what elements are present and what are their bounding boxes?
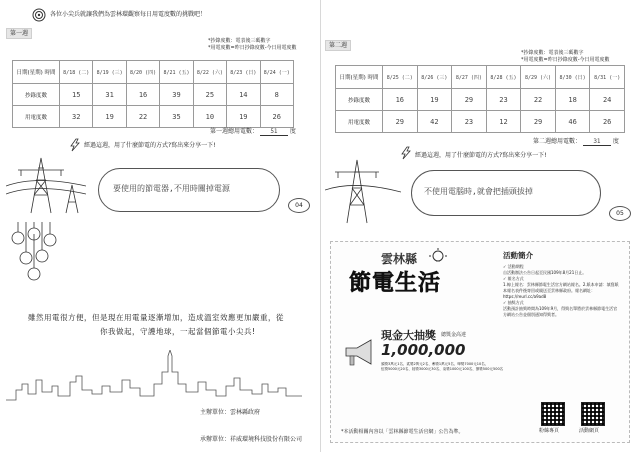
week-total-unit: 度 xyxy=(612,138,619,145)
reading-cell: 14 xyxy=(227,84,260,106)
reading-cell: 18 xyxy=(555,89,590,111)
week2-record-table xyxy=(335,65,625,133)
week-total-label: 第二週總用電數 xyxy=(533,138,576,145)
week-tag: 第二週 xyxy=(325,40,351,51)
date-cell: 8/27 (四) xyxy=(452,66,487,89)
bulb-icon xyxy=(429,248,447,266)
reading-cell: 16 xyxy=(126,84,159,106)
megaphone-icon xyxy=(343,338,377,368)
row-header-reading: 抄錄度數 xyxy=(13,84,60,106)
reading-cell: 19 xyxy=(417,89,452,111)
date-cell: 8/26 (三) xyxy=(417,66,452,89)
prize-line: 伍獎5000元20名、陸獎3000元30名、柒獎1000元100名、捌獎500元500名 xyxy=(381,366,504,371)
row-header-date: 日期(星期) 時間 xyxy=(336,66,383,89)
section-body: 1.線上報名：雲林縣節電生活官方網站報名。2.紙本申請：填寫紙本報名表件後寄回或親送至雲林縣政府。報名網址：https://reurl.cc/a9ad8 xyxy=(503,282,619,299)
usage-cell: 35 xyxy=(160,106,193,128)
table-row-readings xyxy=(336,89,625,111)
usage-cell: 26 xyxy=(590,111,625,133)
reading-cell: 39 xyxy=(160,84,193,106)
row-header-usage: 用電度數 xyxy=(13,106,60,128)
date-cell: 8/22 (六) xyxy=(193,61,226,84)
promo-insert xyxy=(330,241,630,443)
usage-cell: 42 xyxy=(417,111,452,133)
target-icon xyxy=(32,8,46,22)
closing-line-2: 你我做起，守護地球，一起當個節電小尖兵! xyxy=(100,327,256,336)
week-total: 第二週總用電數： 31 度 xyxy=(533,138,619,145)
promo-footnote: *本活動相關內容以「雲林縣節電生活官網」公告為準。 xyxy=(341,429,464,435)
answer-cloud xyxy=(98,168,280,212)
week-total-unit: 度 xyxy=(289,128,296,135)
reading-cell: 25 xyxy=(193,84,226,106)
answer-text: 不使用電腦時,就會把插頭拔掉 xyxy=(424,187,533,196)
section-heading: ✓ 活動期程 xyxy=(503,264,524,269)
section-body: 活動預計抽獎時間為109年9月，得獎名單將於雲林縣節電生活官方網站公告並個別通知得獎者。 xyxy=(503,306,618,317)
usage-cell: 19 xyxy=(93,106,126,128)
fanpage-qr-code[interactable] xyxy=(541,402,565,426)
row-header-usage: 用電度數 xyxy=(336,111,383,133)
table-row-usage xyxy=(13,106,294,128)
week-total-label: 第一週總用電數 xyxy=(210,128,253,135)
date-cell: 8/31 (一) xyxy=(590,66,625,89)
reading-cell: 8 xyxy=(260,84,293,106)
reading-cell: 15 xyxy=(60,84,93,106)
section-heading: ✓ 抽獎方式 xyxy=(503,300,524,305)
usage-cell: 19 xyxy=(227,106,260,128)
table-row-dates xyxy=(336,66,625,89)
answer-cloud xyxy=(411,170,601,216)
date-cell: 8/20 (四) xyxy=(126,61,159,84)
table-row-usage xyxy=(336,111,625,133)
row-header-date: 日期(星期) 時間 xyxy=(13,61,60,84)
organizer: 主辦單位：雲林縣政府 xyxy=(200,409,261,416)
page-number: 05 xyxy=(609,206,631,221)
co-organizer: 承辦單位：祥威環境科技股份有限公司 xyxy=(200,436,303,443)
week-tag: 第一週 xyxy=(6,28,32,39)
date-cell: 8/24 (一) xyxy=(260,61,293,84)
lottery-title: 現金大抽獎 xyxy=(381,329,436,342)
date-cell: 8/19 (三) xyxy=(93,61,126,84)
intro-text: 各位小尖兵就讓我們為雲林環觀察每日用電度數的挑戰吧！ xyxy=(50,11,207,18)
date-cell: 8/21 (五) xyxy=(160,61,193,84)
table-row-dates xyxy=(13,61,294,84)
reading-cell: 22 xyxy=(521,89,556,111)
usage-cell: 29 xyxy=(383,111,418,133)
city-skyline-icon xyxy=(6,350,302,402)
logo-county: 雲林縣 xyxy=(381,252,418,266)
lottery-amount: 1,000,000 xyxy=(381,341,466,359)
reading-cell: 24 xyxy=(590,89,625,111)
right-page xyxy=(321,0,640,452)
question-text: 經過這週，用了什麼節電的方式?寫出來分享一下! xyxy=(415,152,547,159)
usage-cell: 32 xyxy=(60,106,93,128)
usage-cell: 46 xyxy=(555,111,590,133)
note-reading: *抄錄度數：電表後三碼數字 xyxy=(521,50,584,56)
usage-cell: 26 xyxy=(260,106,293,128)
reading-cell: 16 xyxy=(383,89,418,111)
lightning-icon xyxy=(399,146,413,160)
row-header-reading: 抄錄度數 xyxy=(336,89,383,111)
week-total: 第一週總用電數： 51 度 xyxy=(210,128,296,135)
light-bulb-icon xyxy=(4,222,74,284)
reading-cell: 29 xyxy=(452,89,487,111)
usage-cell: 10 xyxy=(193,106,226,128)
week-total-value: 31 xyxy=(583,138,611,146)
reading-cell: 31 xyxy=(93,84,126,106)
week1-record-table xyxy=(12,60,294,128)
date-cell: 8/30 (日) xyxy=(555,66,590,89)
date-cell: 8/29 (六) xyxy=(521,66,556,89)
usage-cell: 29 xyxy=(521,111,556,133)
qr-label-fanpage: 粉絲專頁 xyxy=(539,428,560,434)
date-cell: 8/18 (二) xyxy=(60,61,93,84)
usage-cell: 12 xyxy=(486,111,521,133)
activity-details xyxy=(503,264,621,318)
prize-details xyxy=(381,362,511,371)
lottery-subtitle: 總獎金高達 xyxy=(441,332,467,338)
reading-cell: 23 xyxy=(486,89,521,111)
logo-title: 節電生活 xyxy=(349,271,442,296)
qr-label-activity: 活動網頁 xyxy=(579,428,600,434)
date-cell: 8/25 (二) xyxy=(383,66,418,89)
section-heading: ✓ 報名方式 xyxy=(503,276,524,281)
date-cell: 8/23 (日) xyxy=(227,61,260,84)
usage-cell: 23 xyxy=(452,111,487,133)
prize-line: 頭獎3萬元1名、貳獎2萬元2名、參獎1萬元5名、肆獎7000元10名、 xyxy=(381,362,489,366)
note-usage: *用電度數=昨日抄錄度數-今日用電度數 xyxy=(521,57,610,63)
date-cell: 8/28 (五) xyxy=(486,66,521,89)
note-usage: *用電度數=昨日抄錄度數-今日用電度數 xyxy=(208,45,297,51)
page-number: 04 xyxy=(288,198,310,213)
question-text: 經過這週，用了什麼節電的方式?寫出來分享一下! xyxy=(84,142,216,149)
usage-cell: 22 xyxy=(126,106,159,128)
note-reading: *抄錄度數：電表後三碼數字 xyxy=(208,38,271,44)
activity-title: 活動簡介 xyxy=(503,251,533,260)
table-row-readings xyxy=(13,84,294,106)
power-tower-icon xyxy=(325,150,401,225)
activity-qr-code[interactable] xyxy=(581,402,605,426)
power-tower-icon xyxy=(6,150,86,215)
answer-text: 要使用的節電器,不用時關掉電源 xyxy=(113,184,230,193)
closing-line-1: 雖然用電很方便，但是現在用電量逐漸增加，造成溫室效應更加嚴重，從 xyxy=(28,313,284,322)
week-total-value: 51 xyxy=(260,128,288,136)
section-body: 自活動辦法公告日起至民國109年8月21日止。 xyxy=(503,270,587,275)
